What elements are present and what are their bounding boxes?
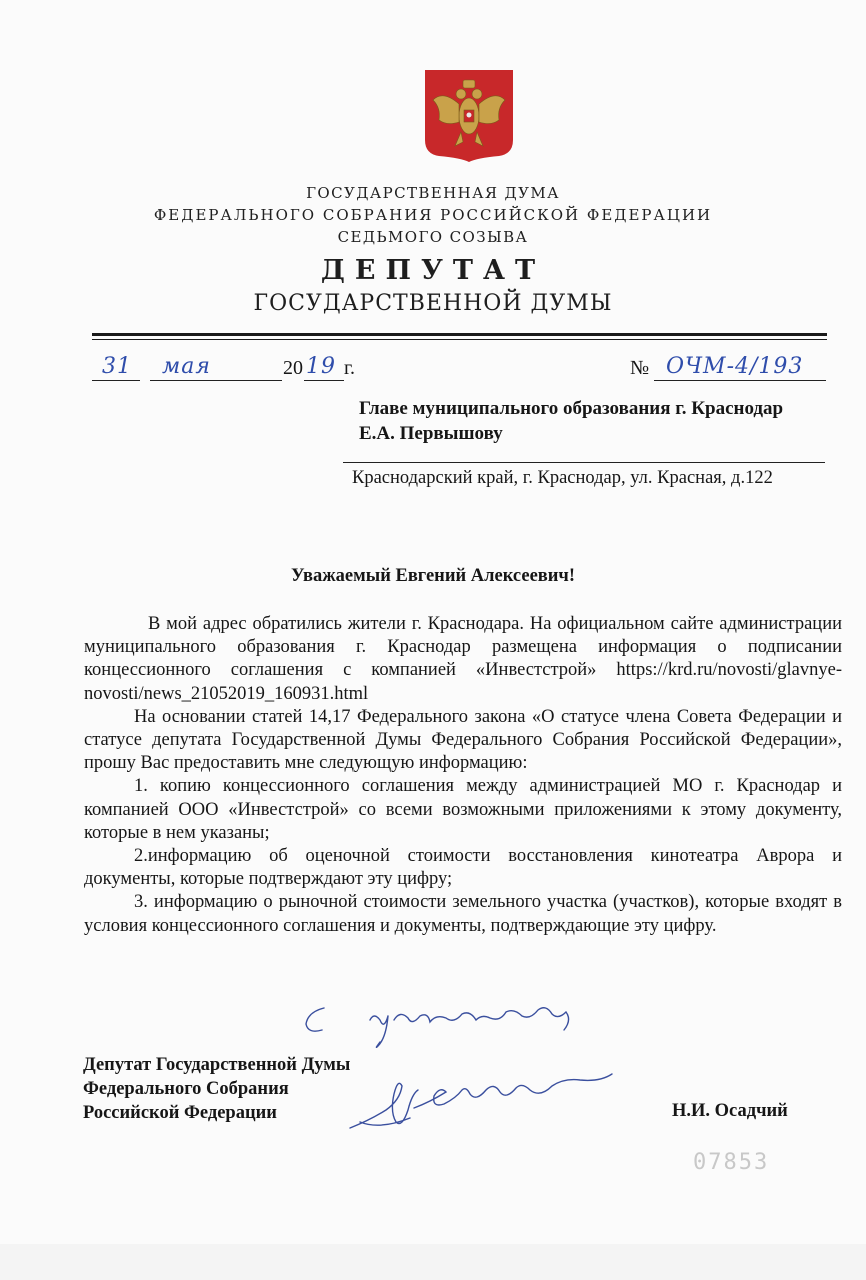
page-bottom-margin	[0, 1244, 866, 1280]
date-year-prefix: 20	[283, 357, 303, 379]
doc-number-underline	[654, 380, 826, 381]
addressee-line-2: Е.А. Первышову	[359, 423, 503, 444]
date-month: мая	[162, 354, 211, 379]
registration-stamp: 07853	[693, 1150, 770, 1175]
signature-title-3: Российской Федерации	[83, 1103, 277, 1123]
number-sign: №	[630, 357, 650, 379]
list-item-2: 2.информацию об оценочной стоимости восстановления кинотеатра Аврора и документы, которые подтверждают эту цифру;	[84, 846, 842, 890]
addressee-line-1: Главе муниципального образования г. Краснодар	[359, 398, 784, 419]
letterhead-subtitle: ГОСУДАРСТВЕННОЙ ДУМЫ	[253, 291, 613, 316]
header-line-2: ФЕДЕРАЛЬНОГО СОБРАНИЯ РОССИЙСКОЙ ФЕДЕРАЦИИ	[153, 206, 713, 224]
addressee	[359, 396, 783, 446]
letterhead-title: ДЕПУТАТ	[320, 255, 546, 286]
date-day-underline	[92, 380, 140, 381]
address-rule	[343, 462, 825, 463]
greeting: Уважаемый Евгений Алексеевич!	[290, 566, 576, 586]
signature-title-2: Федерального Собрания	[83, 1079, 289, 1099]
header-line-3: СЕДЬМОГО СОЗЫВА	[337, 228, 529, 246]
signature-block	[83, 1053, 350, 1125]
doc-number-line	[630, 354, 804, 380]
letter-body	[84, 613, 842, 938]
date-year-mark: г.	[344, 357, 355, 379]
coat-of-arms-icon	[425, 70, 513, 162]
list-item-1: 1. копию концессионного соглашения между администрацией МО г. Краснодар и компанией ООО «Инвестстрой» со всеми возможными приложениями к этому документу, которые в нем указаны;	[84, 776, 842, 843]
paragraph-2: На основании статей 14,17 Федерального закона «О статусе члена Совета Федерации и статусе депутата Государственной Думы Федерального Собрания Российской Федерации», прошу Вас предоставить мне следующую информацию:	[84, 706, 842, 774]
date-day: 31	[102, 354, 132, 379]
list-item-3: 3. информацию о рыночной стоимости земельного участка (участков), которые входят в условия концессионного соглашения и документы, подтверждающие эту цифру.	[84, 892, 842, 936]
signature-title-1: Депутат Государственной Думы	[83, 1055, 351, 1075]
header-line-1: ГОСУДАРСТВЕННАЯ ДУМА	[306, 184, 560, 202]
signatory-name: Н.И. Осадчий	[672, 1101, 788, 1121]
date-month-underline	[150, 380, 282, 381]
doc-number: ОЧМ-4/193	[666, 354, 804, 379]
header-rule-thick	[92, 333, 827, 336]
date-year-suffix: 19	[306, 354, 336, 379]
paragraph-1: В мой адрес обратились жители г. Краснодара. На официальном сайте администрации муниципального образования г. Краснодар размещена информация о подписании концессионного соглашения с компанией «Инвестстрой» https://krd.ru/novosti/glavnye-novosti/news_21052019_160931.html	[84, 614, 842, 704]
date-year-underline	[304, 380, 344, 381]
addressee-address: Краснодарский край, г. Краснодар, ул. Красная, д.122	[352, 468, 773, 488]
header-rule-thin	[92, 339, 827, 340]
